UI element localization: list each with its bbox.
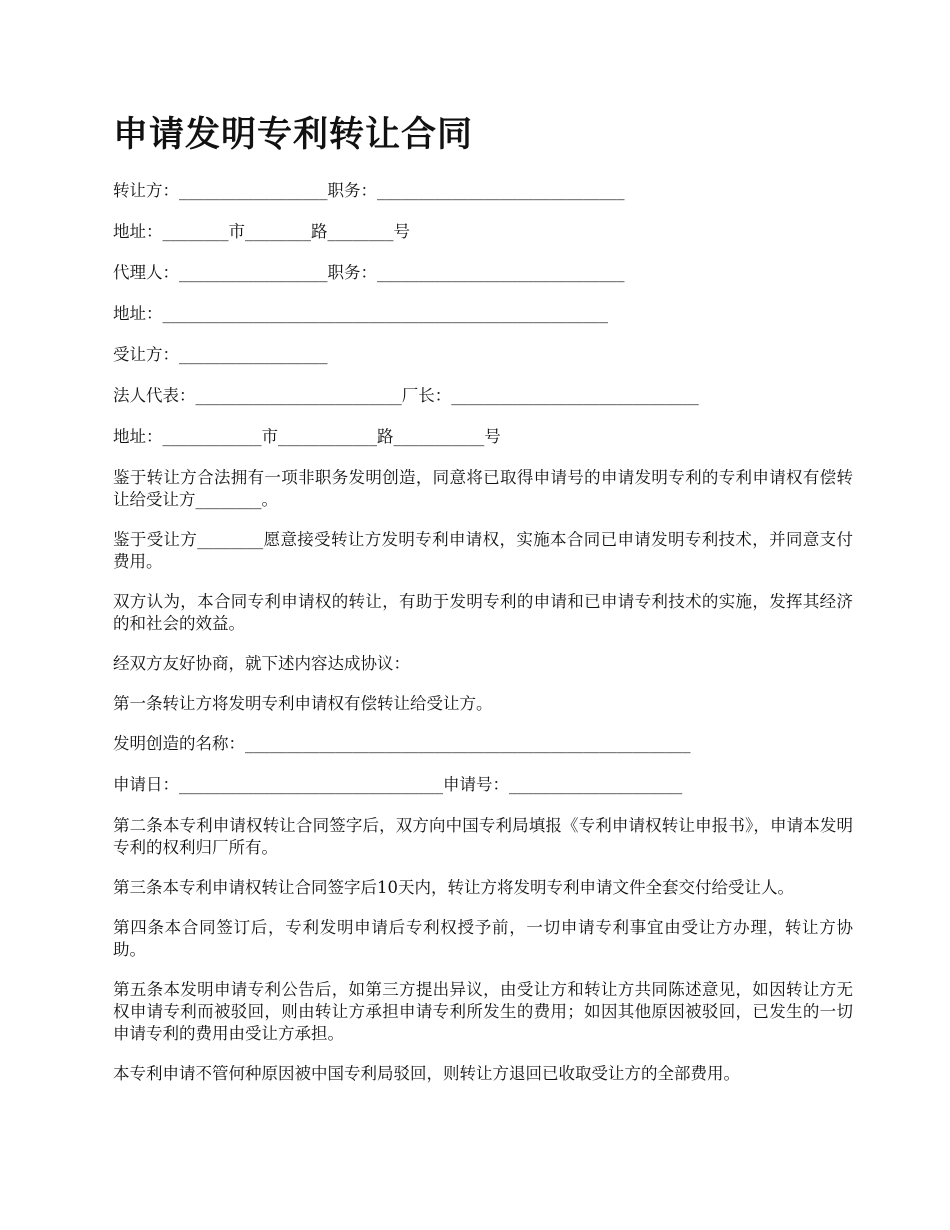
transferor-field: 转让方：__________________职务：______________________________ (113, 181, 625, 200)
article-1: 第一条转让方将发明专利申请权有偿转让给受让方。 (113, 694, 493, 713)
recital-paragraph-2: 鉴于受让方________愿意接受转让方发明专利申请权，实施本合同已申请发明专利技术，并同意支付费用。 (113, 530, 853, 571)
recital-paragraph-1: 鉴于转让方合法拥有一项非职务发明创造，同意将已取得申请号的申请发明专利的专利申请权有偿转让给受让方________。 (113, 468, 853, 509)
agreement-intro: 经双方友好协商，就下述内容达成协议： (113, 654, 410, 673)
transferor-address-field: 地址：________市________路________号 (113, 222, 410, 241)
legal-representative-field: 法人代表：_________________________厂长：______________________________ (113, 386, 699, 405)
invention-name-field: 发明创造的名称：______________________________________________________ (113, 734, 691, 753)
document-title: 申请发明专利转让合同 (113, 115, 474, 155)
contract-document (113, 112, 853, 1103)
article-3: 第三条本专利申请权转让合同签字后10天内，转让方将发明专利申请文件全套交付给受让人。 (113, 878, 794, 897)
transferee-address-field: 地址：____________市____________路___________号 (113, 427, 501, 446)
recital-paragraph-3: 双方认为，本合同专利申请权的转让，有助于发明专利的申请和已申请专利技术的实施，发挥其经济的和社会的效益。 (113, 592, 853, 633)
agent-address-field: 地址：______________________________________________________ (113, 304, 608, 323)
article-4: 第四条本合同签订后，专利发明申请后专利权授予前，一切申请专利事宜由受让方办理，转让方协助。 (113, 918, 853, 959)
article-5: 第五条本发明申请专利公告后，如第三方提出异议，由受让方和转让方共同陈述意见，如因转让方无权申请专利而被驳回，则由转让方承担申请专利所发生的费用；如因其他原因被驳回，已发生的一切申请专利的费用由受让方承担。 (113, 980, 853, 1043)
article-2: 第二条本专利申请权转让合同签字后，双方向中国专利局填报《专利申请权转让申报书》，申请本发明专利的权利归厂所有。 (113, 816, 853, 857)
transferee-field: 受让方：__________________ (113, 345, 328, 364)
application-date-field: 申请日：________________________________申请号：_____________________ (113, 775, 683, 794)
agent-field: 代理人：__________________职务：______________________________ (113, 263, 625, 282)
refund-clause: 本专利申请不管何种原因被中国专利局驳回，则转让方退回已收取受让方的全部费用。 (113, 1064, 740, 1083)
